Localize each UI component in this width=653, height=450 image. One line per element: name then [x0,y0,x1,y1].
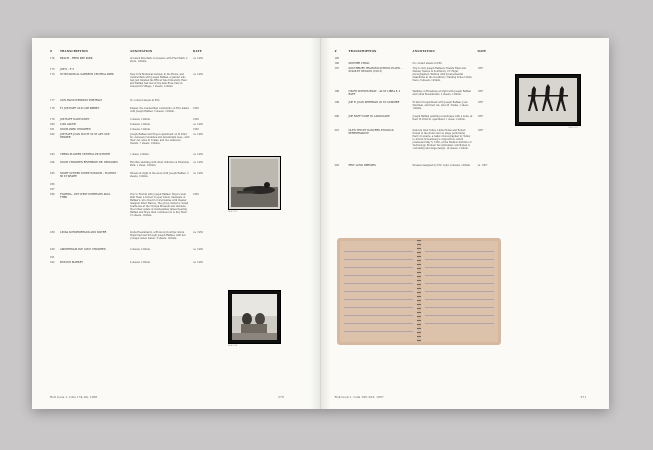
entry-number: 181 [50,128,55,131]
entry-number: 195 [334,57,340,60]
header-date: DATE [193,50,202,53]
entry-transcription: BEACH – FRED KEE PARK [60,57,93,60]
photograph-dancers [515,74,581,126]
entry-transcription: LOIS ADLER [60,123,76,126]
entry-date: ca. 1956 [193,172,203,175]
entry-number: 201 [334,129,340,132]
entry-transcription: NIGHT SCENES BWAY – 42 ST LIBRA 8. 2 RAFF [348,90,401,96]
entry-number: 202 [334,164,340,167]
entry-transcription: ANN HAND WEDDING PORTRAIT [60,99,102,102]
entry-number: 177 [50,99,55,102]
header-annotation: ANNOTATION [412,50,435,53]
entry-number: 183 [50,153,55,156]
header-transcription: TRANSCRIPTION [60,50,89,53]
entry-annotation: Trip to Florida with Joseph Raffael, Hope's west Paul Thek, a former Cooper Union classmate of Raffael's, who lived in Coral Gables with theater designer Peter Harvey. The group visited a ruined boathouse at the Vizcaya Museum and Gardens, the former estate of businessman James Deering. Raffael and Hope then continued on to Key West. 15 sheets, 120mm. [130,193,189,217]
entry-date: 1957 [477,101,484,104]
gutter-shadow [310,38,320,409]
entry-number: 199 [334,101,340,104]
entry-number: 200 [334,115,340,118]
entry-transcription: JOE RAFF NANTUCKET [60,118,90,121]
entry-annotation: Linda Rosenkrantz, a Bronx-born writer whom Hujar had met through Joseph Raffael, with her younger sister, Karen. 3 sheets, 120mm. [130,231,186,240]
entry-date: 1956 [193,128,199,131]
photograph-reclining-figure [228,156,281,210]
photo-caption: Roll 188 [228,344,238,347]
entry-annotation: Joseph Raffael painting a landscape with a nude, at their W 92nd St. apartment. 1 sheet, 120mm. [412,115,473,121]
entry-date: ca. 1956 [193,248,203,251]
entry-date: ca. 1956 [193,261,203,264]
entry-transcription: SNOW CHILDREN RIVERSIDE DR. DRUGGIES [60,161,118,164]
entry-number: 188 [50,193,55,196]
entry-number: 184 [50,161,55,164]
entry-date: ca. 1956 [193,73,203,76]
entry-annotation: At beach Kiss Park, in Queens, with Fred Plath. 2 shots, 120mm. [130,57,188,63]
entry-number: 192 [50,261,55,264]
entry-transcription: CHESS PLAYERS CENTRAL PK WINTER [60,153,110,156]
entry-date: 1956 [193,193,199,196]
entry-number: 196 [334,62,340,65]
photo-caption: Roll 201 [568,126,578,129]
entry-date: ca. 1956 [193,123,203,126]
entry-date: ca. 1956 [193,133,203,136]
entry-annotation: No contact sheets in PSC. [412,62,443,65]
entry-number: 189 [50,231,55,234]
page-number: 270 [278,395,284,399]
entry-number: 186 [50,183,55,186]
entry-number: 175 [50,68,55,71]
entry-number: 176 [50,73,55,76]
entry-transcription: GLEN TETLEY DANCERS STUDIO & PERFORMANCE [348,129,394,135]
entry-date: ca. 1956 [193,153,203,156]
entry-transcription: JOE RAFF NUDE IN LANDSCAPE [348,115,390,118]
photograph-two-children [228,290,281,344]
notebook-spiral-binding [417,240,421,343]
entry-annotation: Dresses designed by Eric Lund. 4 sheets, 120mm. [412,164,471,167]
entry-number: 180 [50,123,55,126]
entry-transcription: SNOW, PARK CHILDREN [60,128,91,131]
entry-transcription: SOUTHBURY TRAINING SCHOOL ELLEN – STANLEY NELSON (COI 3) [348,67,403,73]
entry-transcription: NY BOTANICAL GARDENS CENTRAL PARK [60,73,114,76]
notebook-right-page [421,241,498,342]
entry-annotation: 8 sheets, 120mm. [130,123,151,126]
entry-annotation: Streets at night in the snow with Joseph Raffael. 2 sheets, 120mm. [130,172,189,178]
page-number: 271 [580,395,587,399]
header-number: # [50,50,53,53]
footer-title: Roll book 1, rolls 174–94, 1956 [50,395,98,399]
entry-transcription: JOE R. JOAN SHERMAN 92 ST. SUMMER [348,101,400,104]
entry-transcription: FLORIDA – KEY WEST PORTRAITS PAUL THEK [60,193,111,199]
entry-annotation: W 92nd St apartment with Joseph Raffael, Joan Sherman, and their cat, Alice B. Toklas. 1 sheet, 120mm. [412,101,469,110]
gutter-shadow [321,38,331,409]
entry-transcription: AMSTERDAM AVE 1030? CHILDREN [60,248,106,251]
notebook-left-page [340,241,417,342]
entry-transcription: BOSTON MARKET [60,261,83,264]
entry-date: 1957 [477,115,484,118]
entry-annotation: Trip to visit Joseph Raffael's friends Ellen and Stanley Nelson in Southbury, CT. Hujar photographed children with developmental disabilities at the Southbury Training School while there. 8 sheets, 120mm. [412,67,472,82]
entry-transcription: MOTHER CHILD. [348,62,370,65]
header-annotation: ANNOTATION [130,50,153,53]
entry-date: ca. 1957 [477,164,488,167]
entry-transcription: ERIC LUND DRESSES [348,164,376,167]
entry-number: 191 [50,256,55,259]
entry-number: 178 [50,107,55,110]
entry-date: ca. 1956 [193,231,203,234]
entry-annotation: Joseph Raffael and Hope's apartment on W 92nd St., between Columbus and Amsterdam Aves., with their cat, Alice B. Toklas, and two unknown friends. 7 sheets, 120mm. [130,133,190,145]
entry-annotation: 4 sheets, 120mm. [130,261,151,264]
entry-date: ca. 1956 [193,57,203,60]
entry-annotation: 2 sheets, 120mm. [130,128,151,131]
entry-annotation: Dancers Glen Tetley, Linda Hodes and Robert Powell in the studio and on stage performing Pierrot Lunaire, a ballet choreographed by Tetley to Arnold Schoenberg's composition, which premiered May 5, 1962, at the Fashion Institute of Technology. Rouben Ter-Arutunian contributed to costuming and stage design. 14 sheets, 120mm. [412,129,472,150]
entry-number: 174 [50,57,55,60]
entry-date: 1956 [193,118,199,121]
entry-annotation: Kismet, the vaudevillian community on Fire Island, with Joseph Raffael. 3 sheets, 120mm. [130,107,190,113]
entry-number: 179 [50,118,55,121]
header-number: # [334,50,337,53]
entry-date: 1957 [477,90,484,93]
header-transcription: TRANSCRIPTION [348,50,377,53]
entry-annotation: 2 sheets, 120mm. [130,248,151,251]
header-date: DATE [477,50,487,53]
entry-date: 1957 [477,129,484,132]
entry-date: ca. 1956 [193,161,203,164]
entry-transcription: LINDA SCHOENBRAND AND SISTER [60,231,107,234]
book-spread [32,38,609,409]
entry-date: 1956 [193,107,199,110]
entry-number: 187 [50,188,55,191]
entry-number: 182 [50,133,55,136]
entry-number: 190 [50,248,55,251]
photo-caption: Roll 183 [228,210,238,213]
entry-annotation: New York Botanical Garden, in the Bronx, and Central Park with Joseph Raffael, a painter who had just finished his BFA at Yale University. Raul and Raffael had met at the Sam Roza Cafe in Greenwich Village. 7 sheets, 120mm. [130,73,187,88]
entry-annotation: Walking on Broadway at night with Joseph Raffael and Linda Rosenkrantz. 2 sheets, 120mm. [412,90,471,96]
left-page [32,38,321,409]
entry-transcription: NIGHT SCENES STORE WINDOW – FLORIST 86 ST SHARF. [60,172,117,178]
entry-transcription: JOE RAFF. JOAN SCOTT 92 ST APT. SUE DRAPER [60,133,110,139]
entry-number: 185 [50,172,55,175]
entry-transcription: JOE'S – F. 5 [60,68,74,71]
footer-title: Roll book 1, rolls 195–203, 1957 [334,395,384,399]
entry-annotation: No contact sheets in PSC. [130,99,161,102]
entry-number: 198 [334,90,340,93]
entry-annotation: Elm Bau sledding with other children on Riverside Park. 1 sheet, 120mm. [130,161,189,167]
right-page [321,38,610,409]
entry-annotation: 2 sheets, 120mm. [130,118,151,121]
entry-number: 197 [334,67,340,70]
entry-date: 1957 [477,67,484,70]
entry-transcription: F1 JOE RAFF. OLD CAR KIBBET [60,107,100,110]
roll-book-notebook-image [337,238,501,345]
entry-annotation: 1 sheet, 120mm. [130,153,150,156]
